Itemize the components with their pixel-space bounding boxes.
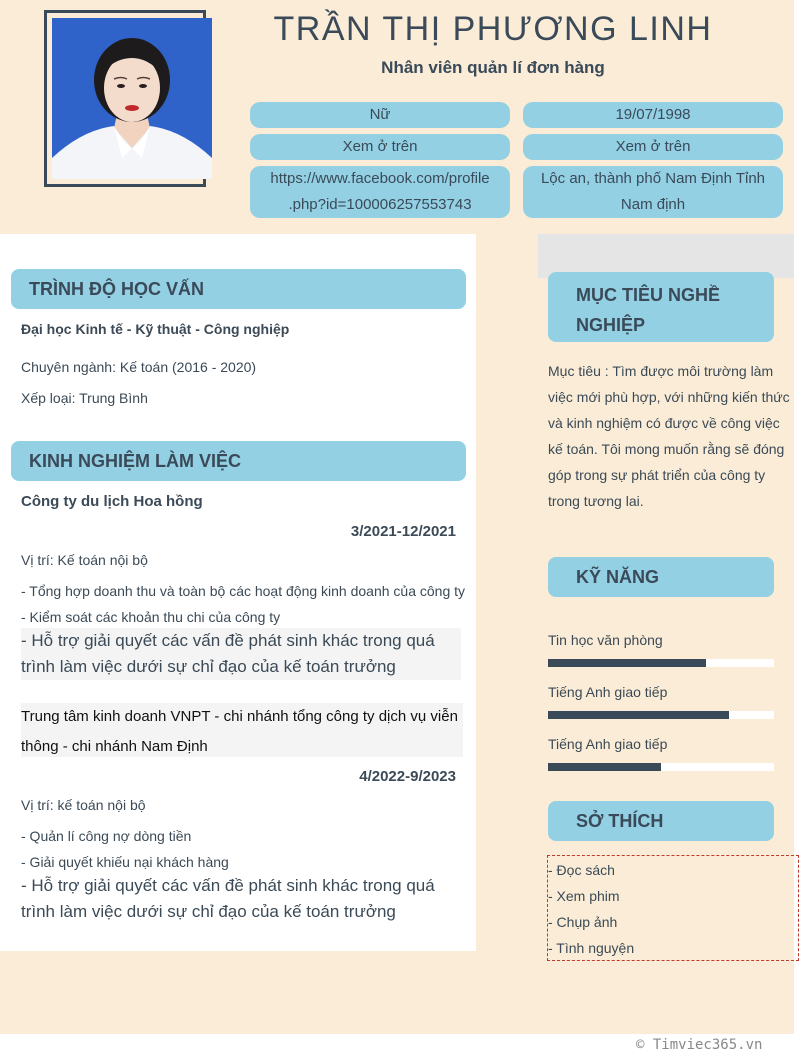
job2-duty-2: - Giải quyết khiếu nại khách hàng xyxy=(21,854,229,870)
address-field xyxy=(523,166,783,218)
education-grade: Xếp loại: Trung Bình xyxy=(21,390,148,406)
hobby-item: - Tình nguyện xyxy=(548,940,635,956)
job1-position: Vị trí: Kế toán nội bộ xyxy=(21,552,148,568)
job1-period: 3/2021-12/2021 xyxy=(350,523,456,540)
objective-heading-line-1: MỤC TIÊU NGHỀ xyxy=(576,285,720,305)
footer-watermark: © Timviec365.vn xyxy=(636,1037,763,1053)
skill-1-fill xyxy=(548,659,706,667)
address-line-1: Lộc an, thành phố Nam Định Tỉnh xyxy=(540,170,766,187)
birthdate-field: 19/07/1998 xyxy=(523,102,783,128)
facebook-field[interactable] xyxy=(250,166,510,218)
job1-company: Công ty du lịch Hoa hồng xyxy=(21,493,203,510)
job2-duty-1: - Quản lí công nợ dòng tiền xyxy=(21,828,192,844)
objective-heading-line-2: NGHIỆP xyxy=(576,315,646,335)
skills-heading: KỸ NĂNG xyxy=(548,557,774,597)
skill-1-label: Tin học văn phòng xyxy=(548,632,663,648)
experience-heading: KINH NGHIỆM LÀM VIỆC xyxy=(11,441,466,481)
phone-field: Xem ở trên xyxy=(250,134,510,160)
skill-2-fill xyxy=(548,711,729,719)
skill-3-fill xyxy=(548,763,661,771)
profile-photo-frame xyxy=(44,10,206,187)
email-field: Xem ở trên xyxy=(523,134,783,160)
hobbies-list xyxy=(547,855,799,961)
job2-company-line-1: Trung tâm kinh doanh VNPT - chi nhánh tổng công ty dịch vụ viễn xyxy=(21,708,458,725)
facebook-line-1: https://www.facebook.com/profile xyxy=(270,170,490,187)
objective-text: Mục tiêu : Tìm được môi trường làm việc mới phù hợp, với những kiến thức và kinh nghiệm có được về công việc kế toán. Tôi mong muốn rằng sẽ đóng góp trong sự phát triển của công ty trong tương lai. xyxy=(548,363,790,509)
job1-duty-1: - Tổng hợp doanh thu và toàn bộ các hoạt động kinh doanh của công ty xyxy=(21,583,466,599)
address-line-2: Nam định xyxy=(620,196,686,213)
gender-field: Nữ xyxy=(250,102,510,128)
skill-3-bar xyxy=(548,763,774,771)
job1-duty-2: - Kiểm soát các khoản thu chi của công ty xyxy=(21,609,281,625)
job2-period: 4/2022-9/2023 xyxy=(359,768,456,785)
hobby-item: - Chụp ảnh xyxy=(548,914,618,930)
skill-1-bar xyxy=(548,659,774,667)
portrait-illustration xyxy=(52,18,212,179)
education-heading: TRÌNH ĐỘ HỌC VẤN xyxy=(11,269,466,309)
hobby-item: - Xem phim xyxy=(548,888,620,904)
job2-company-line-2: thông - chi nhánh Nam Định xyxy=(21,738,208,755)
job2-position: Vị trí: kế toán nội bộ xyxy=(21,797,146,813)
hobbies-heading: SỞ THÍCH xyxy=(548,801,774,841)
education-school: Đại học Kinh tế - Kỹ thuật - Công nghiệp xyxy=(21,321,290,337)
hobby-item: - Đọc sách xyxy=(548,862,615,878)
job-title: Nhân viên quản lí đơn hàng xyxy=(381,58,605,77)
objective-heading xyxy=(548,272,774,342)
profile-photo xyxy=(52,18,212,179)
facebook-line-2: .php?id=100006257553743 xyxy=(288,196,472,213)
job2-duty-3: - Hỗ trợ giải quyết các vấn đề phát sinh khác trong quá trình làm việc dưới sự chỉ đạo của kế toán trưởng xyxy=(21,876,435,921)
skill-2-bar xyxy=(548,711,774,719)
skill-3-label: Tiếng Anh giao tiếp xyxy=(548,736,668,752)
education-major: Chuyên ngành: Kế toán (2016 - 2020) xyxy=(21,359,257,375)
skill-2-label: Tiếng Anh giao tiếp xyxy=(548,684,668,700)
job1-duty-3: - Hỗ trợ giải quyết các vấn đề phát sinh khác trong quá trình làm việc dưới sự chỉ đạo của kế toán trưởng xyxy=(21,628,461,680)
candidate-name: TRẦN THỊ PHƯƠNG LINH xyxy=(273,10,713,48)
